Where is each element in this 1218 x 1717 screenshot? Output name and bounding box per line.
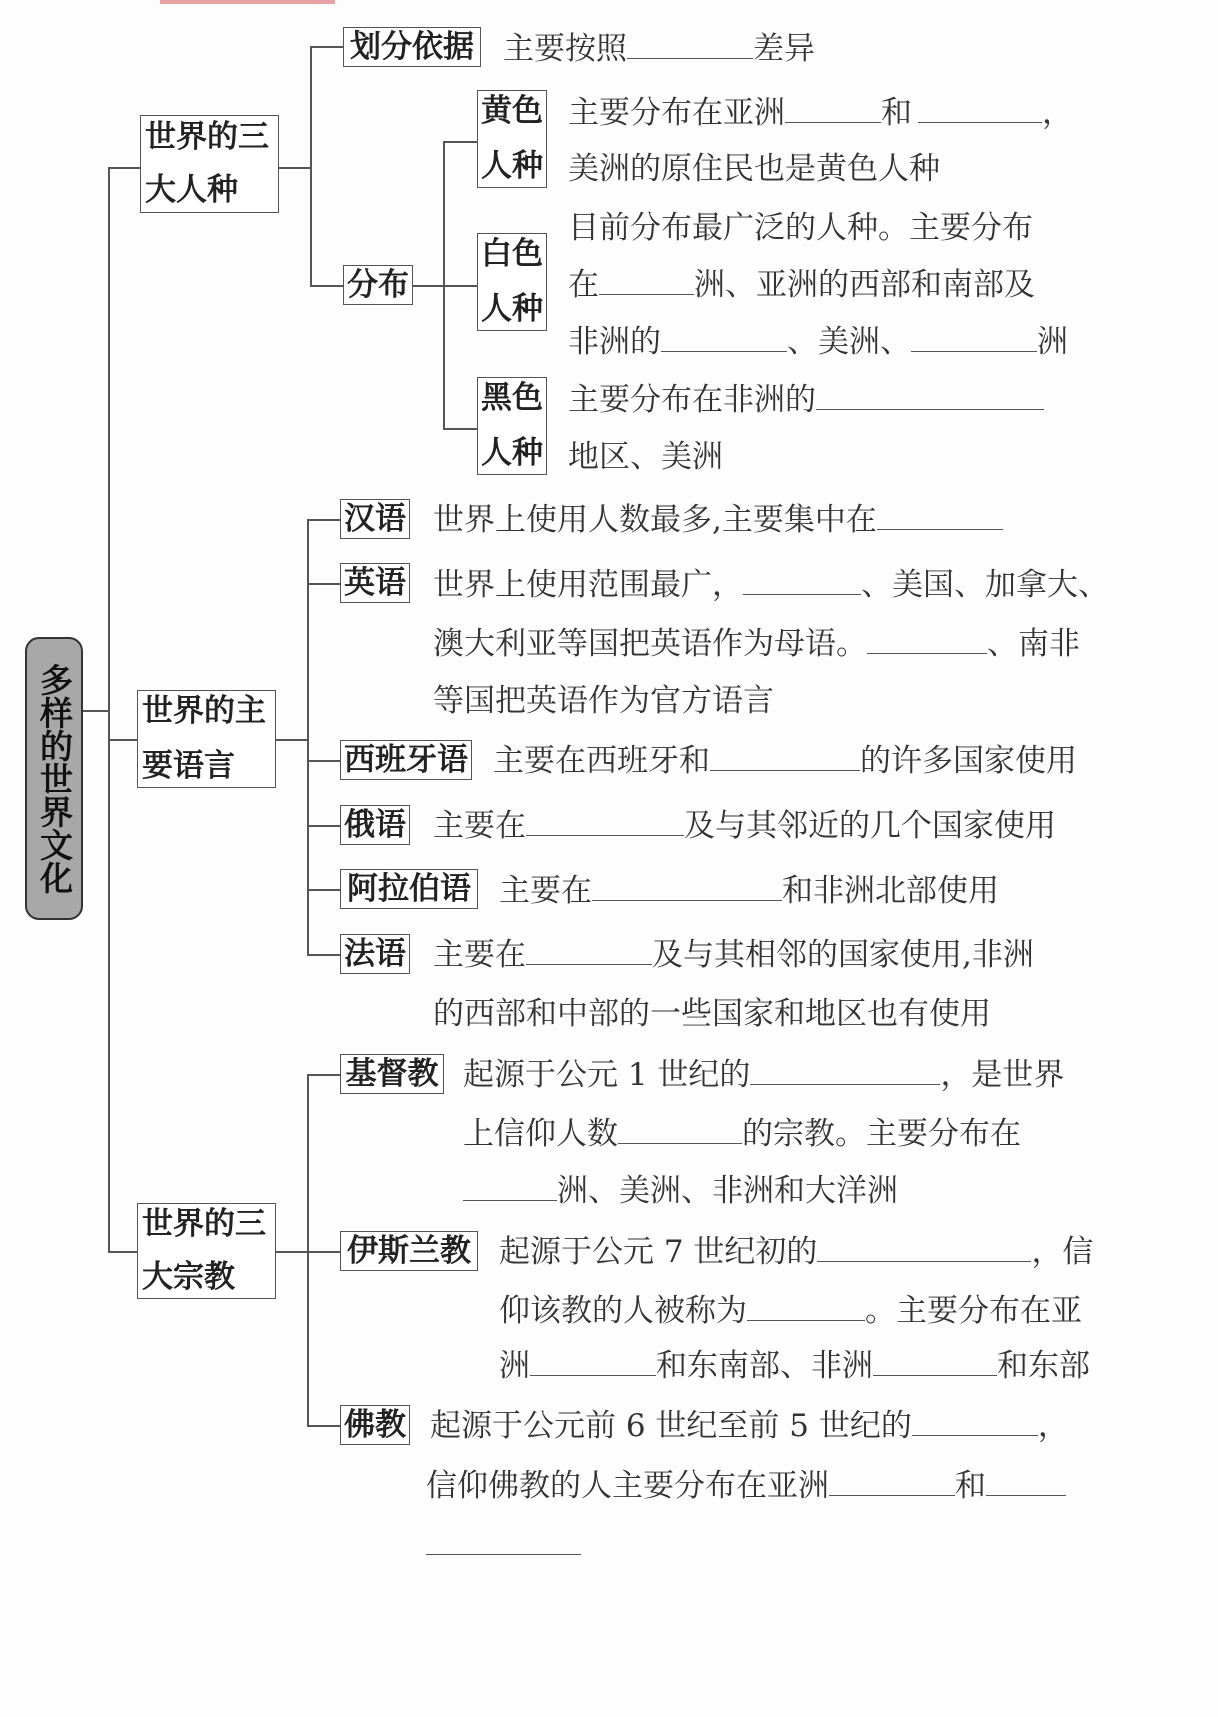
connector	[443, 285, 477, 287]
islam-text-line2	[499, 1293, 1082, 1329]
text-fragment: 主要在	[433, 937, 526, 973]
buddhism-node: 佛教	[340, 1405, 410, 1445]
text-fragment: 、南非	[987, 626, 1080, 662]
spanish-text	[493, 743, 1077, 779]
arabic-text	[499, 873, 999, 909]
russian-node: 俄语	[340, 805, 410, 845]
text-fragment: 洲、美洲、非洲和大洋洲	[557, 1173, 898, 1209]
text-fragment: 的宗教。主要分布在	[742, 1116, 1021, 1152]
answer-blank[interactable]	[592, 878, 782, 901]
black-race-node	[477, 377, 547, 475]
answer-blank[interactable]	[526, 813, 684, 836]
yellow-race-label-line2: 人种	[481, 148, 543, 184]
languages-label-line1: 世界的主	[142, 693, 266, 729]
yellow-race-label-line1: 黄色	[481, 93, 543, 129]
buddhism-text-line2	[426, 1468, 1066, 1504]
islam-text-line3	[499, 1348, 1090, 1384]
french-text-line1	[433, 937, 1034, 973]
answer-blank[interactable]	[618, 1121, 742, 1144]
religions-node	[137, 1203, 276, 1299]
christianity-text-line2	[463, 1116, 1021, 1152]
connector	[310, 46, 312, 286]
connector	[83, 710, 110, 712]
answer-blank[interactable]	[877, 507, 1003, 530]
distribution-node: 分布	[343, 265, 413, 305]
text-fragment: 世界上使用人数最多,主要集中在	[433, 502, 877, 538]
languages-node	[137, 690, 276, 788]
answer-blank[interactable]	[530, 1353, 656, 1376]
basis-text	[503, 31, 815, 67]
text-fragment: 上信仰人数	[463, 1116, 618, 1152]
chinese-node: 汉语	[340, 499, 410, 539]
answer-blank[interactable]	[785, 100, 881, 123]
text-fragment: ，是世界	[940, 1057, 1065, 1093]
text-fragment: 及与其邻近的几个国家使用	[684, 808, 1056, 844]
answer-blank[interactable]	[661, 329, 787, 352]
answer-blank[interactable]	[817, 1239, 1031, 1262]
text-fragment: 主要分布在非洲的	[568, 382, 816, 418]
connector	[307, 1074, 309, 1426]
answer-blank[interactable]	[747, 1298, 865, 1321]
christianity-text-line1	[463, 1057, 1065, 1093]
text-fragment: 和东部	[997, 1348, 1090, 1384]
answer-blank[interactable]	[750, 1062, 940, 1085]
answer-blank[interactable]	[627, 36, 753, 59]
text-fragment: 主要在西班牙和	[493, 743, 710, 779]
connector	[307, 760, 340, 762]
text-fragment: 非洲的	[568, 324, 661, 360]
text-fragment: 起源于公元前 6 世纪至前 5 世纪的	[430, 1408, 912, 1444]
answer-blank[interactable]	[918, 100, 1042, 123]
connector	[310, 285, 343, 287]
english-text-line1	[433, 567, 1109, 603]
black-race-label-line2: 人种	[481, 435, 543, 471]
answer-blank[interactable]	[743, 572, 861, 595]
connector	[108, 167, 140, 169]
text-fragment: ，信	[1031, 1234, 1094, 1270]
connector	[108, 1251, 140, 1253]
buddhism-text-line1	[430, 1408, 1069, 1444]
connector	[307, 1074, 340, 1076]
english-text-line3: 等国把英语作为官方语言	[433, 683, 774, 719]
text-fragment: 起源于公元 1 世纪的	[463, 1057, 751, 1093]
arabic-node: 阿拉伯语	[340, 869, 478, 909]
text-fragment: 主要分布在亚洲	[568, 95, 785, 131]
white-race-node	[477, 233, 547, 331]
text-fragment: 主要按照	[503, 31, 627, 67]
text-fragment: 世界上使用范围最广，	[433, 567, 743, 603]
french-node: 法语	[340, 934, 410, 974]
top-edge-strip	[160, 0, 335, 4]
yellow-race-text-line2: 美洲的原住民也是黄色人种	[568, 151, 940, 187]
connector	[307, 954, 340, 956]
text-fragment: 和	[881, 95, 912, 131]
connector	[108, 167, 110, 1252]
text-fragment: 起源于公元 7 世纪初的	[499, 1234, 818, 1270]
answer-blank[interactable]	[986, 1473, 1066, 1496]
connector	[276, 1251, 309, 1253]
root-topic: 多样的世界文化	[25, 637, 83, 920]
answer-blank[interactable]	[873, 1353, 997, 1376]
black-race-label-line1: 黑色	[481, 380, 543, 416]
answer-blank[interactable]	[816, 387, 1044, 410]
text-fragment: 及与其相邻的国家使用,非洲	[652, 937, 1034, 973]
connector	[307, 519, 340, 521]
text-fragment: 的许多国家使用	[860, 743, 1077, 779]
answer-blank[interactable]	[829, 1473, 955, 1496]
french-text-line2: 的西部和中部的一些国家和地区也有使用	[433, 996, 991, 1032]
connector	[307, 1251, 340, 1253]
text-fragment: 洲	[499, 1348, 530, 1384]
races-node	[140, 115, 279, 213]
text-fragment: 和东南部、非洲	[656, 1348, 873, 1384]
connector	[108, 739, 140, 741]
islam-node: 伊斯兰教	[340, 1231, 478, 1271]
races-label-line1: 世界的三	[145, 119, 269, 155]
black-race-text-line1	[568, 382, 1044, 418]
answer-blank[interactable]	[867, 631, 987, 654]
text-fragment: 主要在	[499, 873, 592, 909]
text-fragment: 和非洲北部使用	[782, 873, 999, 909]
text-fragment: 信仰佛教的人主要分布在亚洲	[426, 1468, 829, 1504]
white-race-text-line3	[568, 324, 1068, 360]
english-node: 英语	[340, 563, 410, 603]
answer-blank[interactable]	[426, 1532, 581, 1555]
white-race-label-line2: 人种	[481, 291, 543, 327]
yellow-race-text-line1	[568, 95, 1073, 131]
yellow-race-node	[477, 90, 547, 188]
white-race-text-line2	[568, 267, 1035, 303]
white-race-text-line1: 目前分布最广泛的人种。主要分布	[568, 210, 1033, 246]
text-fragment: ，	[1042, 95, 1073, 131]
islam-text-line1	[499, 1234, 1094, 1270]
answer-blank[interactable]	[599, 272, 694, 295]
answer-blank[interactable]	[463, 1178, 557, 1201]
buddhism-text-line3	[426, 1530, 581, 1561]
black-race-text-line2: 地区、美洲	[568, 439, 723, 475]
languages-label-line2: 要语言	[142, 748, 235, 784]
answer-blank[interactable]	[912, 1413, 1038, 1436]
connector	[276, 739, 309, 741]
races-label-line2: 大人种	[145, 172, 238, 208]
text-fragment: 在	[568, 267, 599, 303]
connector	[443, 428, 477, 430]
text-fragment: 洲	[1037, 324, 1068, 360]
connector	[307, 825, 340, 827]
connector	[307, 583, 340, 585]
text-fragment: ，	[1037, 1408, 1069, 1444]
text-fragment: 和	[955, 1468, 986, 1504]
connector	[307, 1425, 340, 1427]
connector	[307, 889, 340, 891]
spanish-node: 西班牙语	[340, 740, 472, 780]
answer-blank[interactable]	[911, 329, 1037, 352]
answer-blank[interactable]	[526, 942, 652, 965]
text-fragment: 澳大利亚等国把英语作为母语。	[433, 626, 867, 662]
connector	[278, 167, 312, 169]
text-fragment: 、美洲、	[787, 324, 911, 360]
white-race-label-line1: 白色	[481, 236, 543, 272]
connector	[443, 141, 477, 143]
christianity-text-line3	[463, 1173, 898, 1209]
answer-blank[interactable]	[710, 748, 860, 771]
connector	[310, 46, 343, 48]
text-fragment: 、美国、加拿大、	[861, 567, 1109, 603]
text-fragment: 仰该教的人被称为	[499, 1293, 747, 1329]
chinese-text	[433, 502, 1003, 538]
text-fragment: 洲、亚洲的西部和南部及	[694, 267, 1035, 303]
basis-node: 划分依据	[343, 27, 481, 67]
text-fragment: 差异	[753, 31, 815, 67]
religions-label-line1: 世界的三	[142, 1206, 266, 1242]
christianity-node: 基督教	[340, 1054, 444, 1094]
english-text-line2	[433, 626, 1080, 662]
text-fragment: 。主要分布在亚	[865, 1293, 1082, 1329]
connector	[412, 285, 445, 287]
text-fragment: 主要在	[433, 808, 526, 844]
russian-text	[433, 808, 1056, 844]
religions-label-line2: 大宗教	[142, 1259, 235, 1295]
